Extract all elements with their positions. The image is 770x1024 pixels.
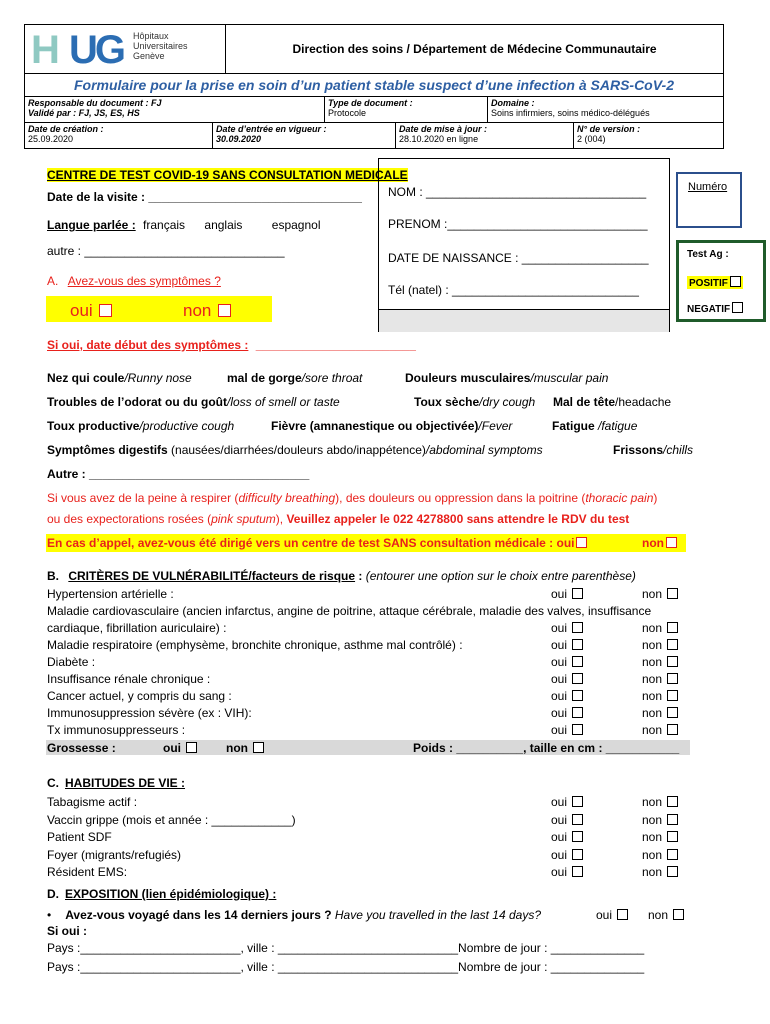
digestive-en: /abdominal symptoms	[425, 443, 543, 457]
vulnerability-non-checkbox[interactable]	[667, 622, 678, 633]
appel-question	[47, 536, 587, 550]
sore-throat-en: /sore throat	[301, 371, 363, 385]
grossesse-label: Grossesse :	[47, 741, 116, 755]
vulnerability-non[interactable]: non	[642, 621, 678, 635]
vulnerability-oui-checkbox[interactable]	[572, 673, 583, 684]
positif-option[interactable]	[687, 276, 743, 289]
chills-en: /chills	[663, 443, 694, 457]
muscular-pain-en: /muscular pain	[530, 371, 609, 385]
positif-checkbox[interactable]	[730, 276, 741, 287]
vulnerability-non-checkbox[interactable]	[667, 588, 678, 599]
habit-oui-checkbox[interactable]	[572, 849, 583, 860]
symptom-muscular	[405, 371, 608, 385]
vulnerability-non[interactable]: non	[642, 723, 678, 737]
travel-oui[interactable]: oui	[596, 908, 628, 922]
symptom-non[interactable]	[183, 301, 231, 321]
symptom-row-4	[47, 443, 543, 457]
langue-fr[interactable]: français	[143, 218, 186, 232]
symptom-other-label: Autre :	[47, 467, 89, 481]
patient-box-footer	[379, 309, 669, 332]
hug-logo: H UG Hôpitaux Universitaires Genève	[31, 28, 188, 72]
type-label: Type de document :	[328, 98, 413, 108]
logo-text-2: Universitaires	[133, 41, 188, 51]
headache-en: /headache	[615, 395, 672, 409]
vulnerability-non-checkbox[interactable]	[667, 724, 678, 735]
travel-non[interactable]: non	[648, 908, 684, 922]
habit-non[interactable]: non	[642, 795, 678, 809]
negatif-label: NEGATIF	[687, 304, 731, 315]
symptom-fever	[271, 419, 512, 433]
vulnerability-item-cont: cardiaque, fibrillation auriculaire) :	[47, 621, 227, 635]
test-ag-box	[676, 240, 766, 322]
vulnerability-oui[interactable]: oui	[551, 655, 583, 669]
vulnerability-item: Maladie cardiovasculaire (ancien infarctus, angine de poitrine, attaque cérébrale, maladie des valves, insuffisance	[47, 604, 652, 618]
vulnerability-oui-checkbox[interactable]	[572, 622, 583, 633]
symptom-headache	[553, 395, 671, 409]
symptom-oui-checkbox[interactable]	[99, 304, 112, 317]
vulnerability-oui-checkbox[interactable]	[572, 639, 583, 650]
symptom-row-2	[47, 395, 340, 409]
logo-text-1: Hôpitaux	[133, 31, 169, 41]
vulnerability-oui-checkbox[interactable]	[572, 690, 583, 701]
symptom-other[interactable]	[47, 467, 309, 481]
vulnerability-item: Maladie respiratoire (emphysème, bronchite chronique, asthme mal contrôlé) :	[47, 638, 463, 652]
test-ag-title: Test Ag :	[687, 249, 729, 260]
section-a-letter: A.	[47, 274, 59, 288]
domaine-label: Domaine :	[491, 98, 535, 108]
negatif-checkbox[interactable]	[732, 302, 743, 313]
section-d-title: D. EXPOSITION (lien épidémiologique) :	[47, 887, 277, 901]
fever[interactable]: Fièvre (amnanestique ou objectivée)	[271, 419, 479, 433]
autre-langue[interactable]: autre : ______________________________	[47, 244, 285, 258]
habit-non[interactable]: non	[642, 848, 678, 862]
form-title: Formulaire pour la prise en soin d’un patient stable suspect d’une infection à SARS-CoV-2	[73, 77, 675, 93]
vulnerability-item: Hypertension artérielle :	[47, 587, 174, 601]
symptom-non-checkbox[interactable]	[218, 304, 231, 317]
langue-row	[47, 218, 321, 232]
symptom-start-label: Si oui, date début des symptômes :	[47, 338, 249, 352]
grossesse-non-checkbox[interactable]	[253, 742, 264, 753]
patient-box	[378, 158, 670, 332]
section-c-title: C. HABITUDES DE VIE :	[47, 776, 186, 790]
fatigue-en: /fatigue	[594, 419, 638, 433]
habit-oui[interactable]: oui	[551, 813, 583, 827]
headache[interactable]: Mal de tête	[553, 395, 616, 409]
responsable: Responsable du document : FJ	[28, 98, 162, 108]
vulnerability-oui[interactable]: oui	[551, 689, 583, 703]
vulnerability-oui-checkbox[interactable]	[572, 724, 583, 735]
visit-date[interactable]: Date de la visite : ________________________________	[47, 190, 362, 204]
langue-en[interactable]: anglais	[204, 218, 243, 232]
vulnerability-oui[interactable]: oui	[551, 621, 583, 635]
fever-en: /Fever	[478, 419, 513, 433]
version-label: N° de version :	[577, 124, 641, 134]
grossesse-oui[interactable]: oui	[163, 741, 197, 755]
habit-non-checkbox[interactable]	[667, 849, 678, 860]
habit-non-checkbox[interactable]	[667, 866, 678, 877]
travel-pays-1[interactable]: Pays :________________________, ville : ___________________________Nombre de jour : ______________	[47, 941, 645, 955]
vulnerability-item: Diabète :	[47, 655, 96, 669]
appel-oui-checkbox[interactable]	[576, 537, 587, 548]
sore-throat[interactable]: mal de gorge	[227, 371, 302, 385]
symptom-start-blank[interactable]: ________________________	[255, 338, 416, 352]
runny-nose-en: /Runny nose	[124, 371, 192, 385]
travel-sioui: Si oui :	[47, 924, 87, 938]
vulnerability-oui[interactable]: oui	[551, 638, 583, 652]
productive-cough[interactable]: Toux productive	[47, 419, 140, 433]
symptom-row-3	[47, 419, 234, 433]
valide-par: Validé par : FJ, JS, ES, HS	[28, 108, 140, 118]
habit-oui-checkbox[interactable]	[572, 796, 583, 807]
symptom-start[interactable]	[47, 338, 416, 352]
positif-label: POSITIF	[689, 278, 728, 289]
habit-non[interactable]: non	[642, 830, 678, 844]
warning-line-2: ou des expectorations rosées (pink sputum), Veuillez appeler le 022 4278800 sans attendre le RDV du test	[47, 512, 630, 526]
vulnerability-non[interactable]: non	[642, 638, 678, 652]
appel-non-label: non	[642, 536, 664, 550]
habit-oui-checkbox[interactable]	[572, 866, 583, 877]
vulnerability-non[interactable]: non	[642, 672, 678, 686]
vulnerability-oui-checkbox[interactable]	[572, 656, 583, 667]
vulnerability-non[interactable]: non	[642, 706, 678, 720]
langue-label: Langue parlée :	[47, 218, 136, 232]
appel-non-checkbox[interactable]	[666, 537, 677, 548]
habit-oui[interactable]: oui	[551, 795, 583, 809]
numero-box	[676, 172, 742, 228]
smell-taste-en: /loss of smell or taste	[227, 395, 340, 409]
vulnerability-non-checkbox[interactable]	[667, 673, 678, 684]
vulnerability-non-checkbox[interactable]	[667, 707, 678, 718]
section-a-question: Avez-vous des symptômes ?	[67, 274, 221, 288]
langue-es[interactable]: espagnol	[271, 218, 321, 232]
habit-oui[interactable]: oui	[551, 865, 583, 879]
travel-non-checkbox[interactable]	[673, 909, 684, 920]
symptom-oui[interactable]	[70, 301, 112, 321]
warning-line-1: Si vous avez de la peine à respirer (difficulty breathing), des douleurs ou oppression dans la poitrine (thoracic pain)	[47, 491, 658, 505]
symptom-fatigue	[552, 419, 637, 433]
vulnerability-non-checkbox[interactable]	[667, 690, 678, 701]
appel-non[interactable]	[642, 536, 677, 550]
poids-taille[interactable]: Poids : __________, taille en cm : ___________	[413, 741, 680, 755]
fatigue[interactable]: Fatigue	[552, 419, 595, 433]
chills[interactable]: Frissons	[613, 443, 664, 457]
symptom-sore-throat	[227, 371, 362, 385]
section-b-title: B. CRITÈRES DE VULNÉRABILITÉ/facteurs de risque : (entourer une option sur le choix entre parenthèse)	[47, 569, 636, 583]
habit-non[interactable]: non	[642, 865, 678, 879]
prenom-field[interactable]: PRENOM :______________________________	[388, 217, 648, 231]
habit-non-checkbox[interactable]	[667, 814, 678, 825]
tel-field[interactable]: Tél (natel) : ____________________________	[388, 283, 639, 297]
symptom-oui-label: oui	[70, 301, 93, 320]
vulnerability-non-checkbox[interactable]	[667, 656, 678, 667]
type-value: Protocole	[328, 108, 367, 118]
habit-non-checkbox[interactable]	[667, 796, 678, 807]
centre-title: CENTRE DE TEST COVID-19 SANS CONSULTATION MEDICALE	[47, 168, 408, 182]
travel-question: • Avez-vous voyagé dans les 14 derniers jours ? Have you travelled in the last 14 days?	[47, 908, 541, 922]
vulnerability-non-checkbox[interactable]	[667, 639, 678, 650]
productive-cough-en: /productive cough	[139, 419, 235, 433]
logo-text-3: Genève	[133, 51, 165, 61]
vulnerability-item: Tx immunosuppresseurs :	[47, 723, 186, 737]
habit-item: Tabagisme actif :	[47, 795, 138, 809]
habit-oui-checkbox[interactable]	[572, 814, 583, 825]
document-header	[24, 24, 724, 149]
vulnerability-oui[interactable]: oui	[551, 587, 583, 601]
vulnerability-oui[interactable]: oui	[551, 723, 583, 737]
entree-label: Date d’entrée en vigueur :	[216, 124, 327, 134]
grossesse-oui-checkbox[interactable]	[186, 742, 197, 753]
section-a	[47, 274, 221, 288]
habit-non[interactable]: non	[642, 813, 678, 827]
maj-label: Date de mise à jour :	[399, 124, 488, 134]
vulnerability-item: Insuffisance rénale chronique :	[47, 672, 211, 686]
vulnerability-oui-checkbox[interactable]	[572, 588, 583, 599]
version-value: 2 (004)	[577, 134, 606, 144]
habit-item[interactable]: Vaccin grippe (mois et année : ____________)	[47, 812, 296, 827]
domaine-value: Soins infirmiers, soins médico-délégués	[491, 108, 650, 118]
ddn-field[interactable]: DATE DE NAISSANCE : ___________________	[388, 251, 649, 265]
maj-value: 28.10.2020 en ligne	[399, 134, 479, 144]
vulnerability-non[interactable]: non	[642, 689, 678, 703]
grossesse-non[interactable]: non	[226, 741, 264, 755]
runny-nose[interactable]: Nez qui coule	[47, 371, 125, 385]
dry-cough[interactable]: Toux sèche	[414, 395, 480, 409]
habit-item: Foyer (migrants/refugiés)	[47, 847, 182, 862]
habit-item: Résident EMS:	[47, 865, 128, 879]
vulnerability-item: Immunosuppression sévère (ex : VIH):	[47, 706, 252, 720]
symptom-other-blank[interactable]: _________________________________	[89, 467, 310, 481]
vulnerability-oui[interactable]: oui	[551, 706, 583, 720]
entree-value: 30.09.2020	[216, 134, 262, 144]
habit-oui-checkbox[interactable]	[572, 831, 583, 842]
travel-oui-checkbox[interactable]	[617, 909, 628, 920]
vulnerability-item: Cancer actuel, y compris du sang :	[47, 689, 232, 703]
numero-label: Numéro	[688, 181, 728, 193]
muscular-pain[interactable]: Douleurs musculaires	[405, 371, 531, 385]
direction-label: Direction des soins / Département de Médecine Communautaire	[225, 25, 723, 73]
appel-label: En cas d’appel, avez-vous été dirigé vers un centre de test SANS consultation médicale : oui	[47, 536, 575, 550]
habit-non-checkbox[interactable]	[667, 831, 678, 842]
habit-oui[interactable]: oui	[551, 830, 583, 844]
digestive-detail: (nausées/diarrhées/douleurs abdo/inappétence)	[167, 443, 426, 457]
creation-label: Date de création :	[28, 124, 104, 134]
symptom-dry-cough	[414, 395, 535, 409]
symptom-non-label: non	[183, 301, 212, 320]
vulnerability-non[interactable]: non	[642, 587, 678, 601]
vulnerability-oui[interactable]: oui	[551, 672, 583, 686]
dry-cough-en: /dry cough	[479, 395, 536, 409]
negatif-option[interactable]	[687, 302, 743, 315]
vulnerability-non[interactable]: non	[642, 655, 678, 669]
digestive[interactable]: Symptômes digestifs	[47, 443, 168, 457]
habit-item: Patient SDF	[47, 830, 112, 844]
symptom-chills	[613, 443, 693, 457]
nom-field[interactable]: NOM : _________________________________	[388, 185, 647, 199]
vulnerability-oui-checkbox[interactable]	[572, 707, 583, 718]
smell-taste[interactable]: Troubles de l’odorat ou du goût	[47, 395, 227, 409]
travel-pays-2[interactable]: Pays :________________________, ville : ___________________________Nombre de jour : ______________	[47, 960, 645, 974]
habit-oui[interactable]: oui	[551, 848, 583, 862]
symptom-row-1	[47, 371, 192, 385]
creation-value: 25.09.2020	[28, 134, 74, 144]
emergency-phone: Veuillez appeler le 022 4278800 sans attendre le RDV du test	[286, 512, 630, 526]
